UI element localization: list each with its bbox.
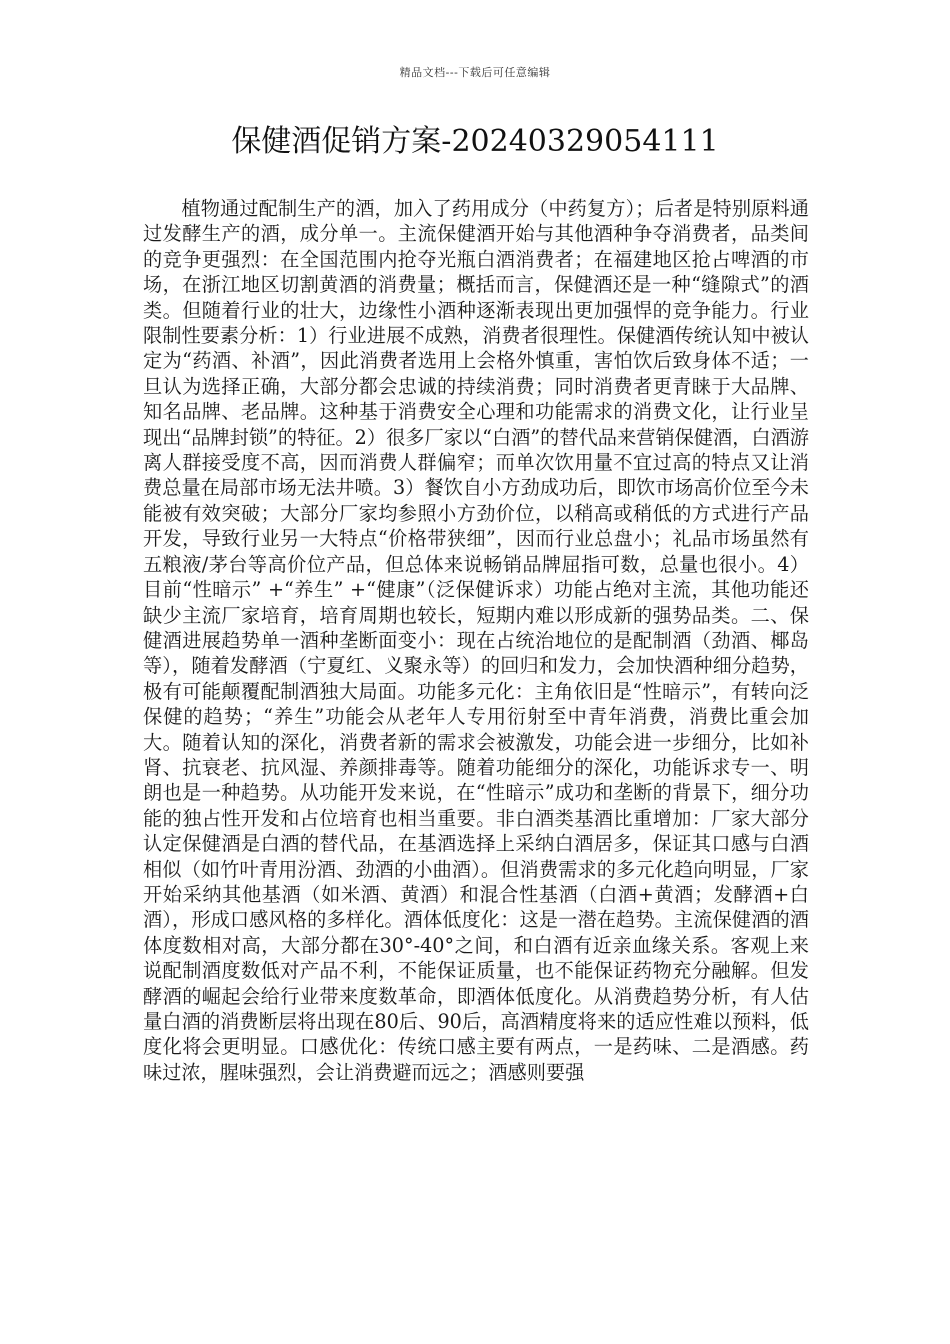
- header-note: 精品文档---下载后可任意编辑: [399, 66, 551, 79]
- document-title: 保健酒促销方案-20240329054111: [231, 124, 719, 159]
- body-paragraph: 植物通过配制生产的酒，加入了药用成分（中药复方）；后者是特别原料通过发酵生产的酒，成分单一。主流保健酒开始与其他酒种争夺消费者，品类间的竞争更强烈：在全国范围内抢夺光瓶白酒消费者；在福建地区抢占啤酒的市场，在浙江地区切割黄酒的消费量；概括而言，保健酒还是一种“缝隙式”的酒类。但随着行业的壮大，边缘性小酒种逐渐表现出更加强悍的竞争能力。行业限制性要素分析：1）行业进展不成熟，消费者很理性。保健酒传统认知中被认定为“药酒、补酒”，因此消费者选用上会格外慎重，害怕饮后致身体不适；一旦认为选择正确，大部分都会忠诚的持续消费；同时消费者更青睐于大品牌、知名品牌、老品牌。这种基于消费安全心理和功能需求的消费文化，让行业呈现出“品牌封锁”的特征。2）很多厂家以“白酒”的替代品来营销保健酒，白酒游离人群接受度不高，因而消费人群偏窄；而单次饮用量不宜过高的特点又让消费总量在局部市场无法井喷。3）餐饮自小方劲成功后，即饮市场高价位至今未能被有效突破；大部分厂家均参照小方劲价位，以稍高或稍低的方式进行产品开发，导致行业另一大特点“价格带狭细”，因而行业总盘小；礼品市场虽然有五粮液/茅台等高价位产品，但总体来说畅销品牌屈指可数，总量也很小。4）目前“性暗示” +“养生” +“健康”（泛保健诉求）功能占绝对主流，其他功能还缺少主流厂家培育，培育周期也较长，短期内难以形成新的强势品类。二、保健酒进展趋势单一酒种垄断面变小：现在占统治地位的是配制酒（劲酒、椰岛等），随着发酵酒（宁夏红、义聚永等）的回归和发力，会加快酒种细分趋势，极有可能颠覆配制酒独大局面。功能多元化：主角依旧是“性暗示”，有转向泛保健的趋势；“养生”功能会从老年人专用衍射至中青年消费，消费比重会加大。随着认知的深化，消费者新的需求会被激发，功能会进一步细分，比如补肾、抗衰老、抗风湿、养颜排毒等。随着功能细分的深化，功能诉求专一、明朗也是一种趋势。从功能开发来说，在“性暗示”成功和垄断的背景下，细分功能的独占性开发和占位培育也相当重要。非白酒类基酒比重增加：厂家大部分认定保健酒是白酒的替代品，在基酒选择上采纳白酒居多，保证其口感与白酒相似（如竹叶青用汾酒、劲酒的小曲酒）。但消费需求的多元化趋向明显，厂家开始采纳其他基酒（如米酒、黄酒）和混合性基酒（白酒+黄酒；发酵酒+白酒），形成口感风格的多样化。酒体低度化：这是一潜在趋势。主流保健酒的酒体度数相对高，大部分都在30°-40°之间，和白酒有近亲血缘关系。客观上来说配制酒度数低对产品不利，不能保证质量，也不能保证药物充分融解。但发酵酒的崛起会给行业带来度数革命，即酒体低度化。从消费趋势分析，有人估量白酒的消费断层将出现在80后、90后，高酒精度将来的适应性难以预料，低度化将会更明显。口感优化：传统口感主要有两点，一是药味、二是酒感。药味过浓，腥味强烈，会让消费避而远之；酒感则要强: [143, 197, 809, 1084]
